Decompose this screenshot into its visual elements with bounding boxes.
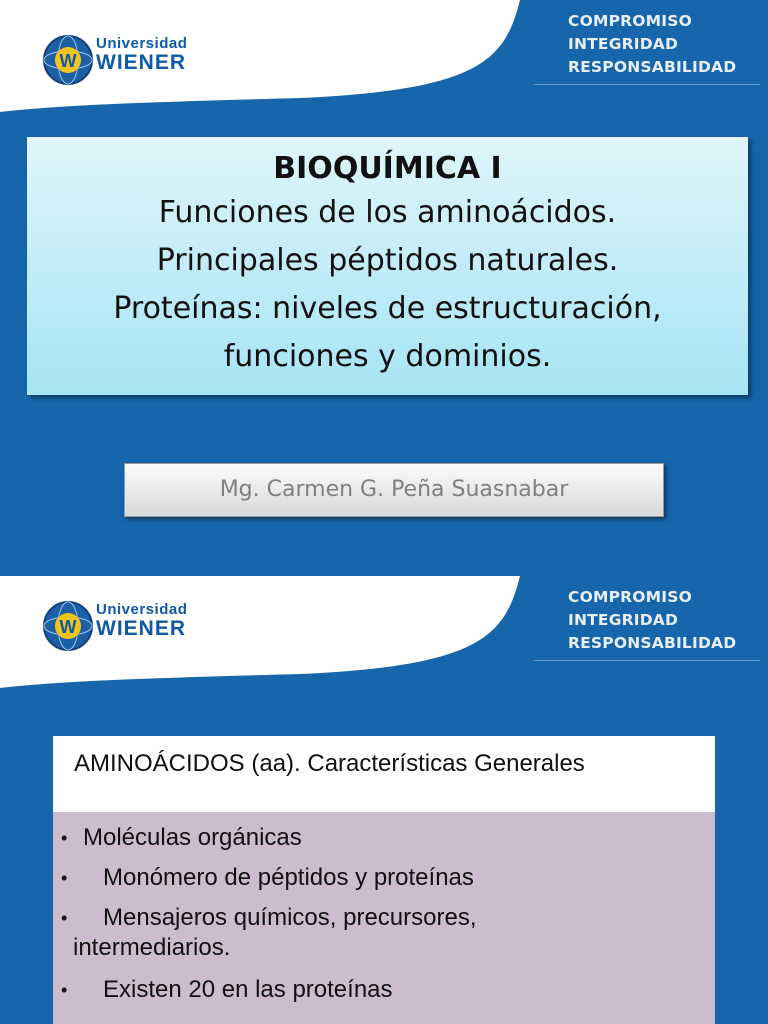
values-list (568, 10, 736, 79)
content-heading: AMINOÁCIDOS (aa). Características Generales (74, 750, 585, 777)
values-list (568, 586, 736, 655)
bullet-text: intermediarios. (73, 934, 231, 961)
bullet-text: Existen 20 en las proteínas (83, 976, 393, 1003)
logo-university-text: Universidad (96, 35, 188, 52)
value-integridad: INTEGRIDAD (568, 611, 679, 629)
title-box (27, 137, 748, 395)
university-logo (42, 596, 242, 658)
value-compromiso: COMPROMISO (568, 588, 692, 606)
subtitle-line-4: funciones y dominios. (223, 339, 552, 374)
logo-wiener-text: WIENER (96, 51, 186, 74)
content-heading-box (53, 736, 715, 812)
globe-icon (42, 34, 94, 86)
subtitle-line-1: Funciones de los aminoácidos. (158, 195, 617, 230)
subtitle-line-3: Proteínas: niveles de estructuración, (113, 291, 662, 326)
values-divider (534, 84, 760, 85)
logo-wiener-text: WIENER (96, 617, 186, 640)
content-slide (0, 576, 768, 1024)
bullet-icon: • (61, 980, 68, 1000)
values-divider (534, 660, 760, 661)
logo-university-text: Universidad (96, 601, 188, 618)
value-responsabilidad: RESPONSABILIDAD (568, 634, 737, 652)
bullet-icon: • (61, 908, 68, 928)
value-responsabilidad: RESPONSABILIDAD (568, 58, 737, 76)
bullet-text: Moléculas orgánicas (83, 824, 302, 851)
university-logo (42, 30, 242, 92)
svg-text:W: W (59, 617, 77, 637)
value-integridad: INTEGRIDAD (568, 35, 679, 53)
value-compromiso: COMPROMISO (568, 12, 692, 30)
bullet-text: Monómero de péptidos y proteínas (83, 864, 474, 891)
bullet-text: Mensajeros químicos, precursores, (83, 904, 477, 931)
svg-text:W: W (59, 51, 77, 71)
slide-title: BIOQUÍMICA I (273, 151, 502, 186)
globe-icon (42, 600, 94, 652)
bullet-icon: • (61, 828, 68, 848)
author-box: Mg. Carmen G. Peña Suasnabar (124, 463, 664, 517)
bullet-icon: • (61, 868, 68, 888)
content-body (53, 812, 715, 1024)
subtitle-line-2: Principales péptidos naturales. (156, 243, 619, 278)
